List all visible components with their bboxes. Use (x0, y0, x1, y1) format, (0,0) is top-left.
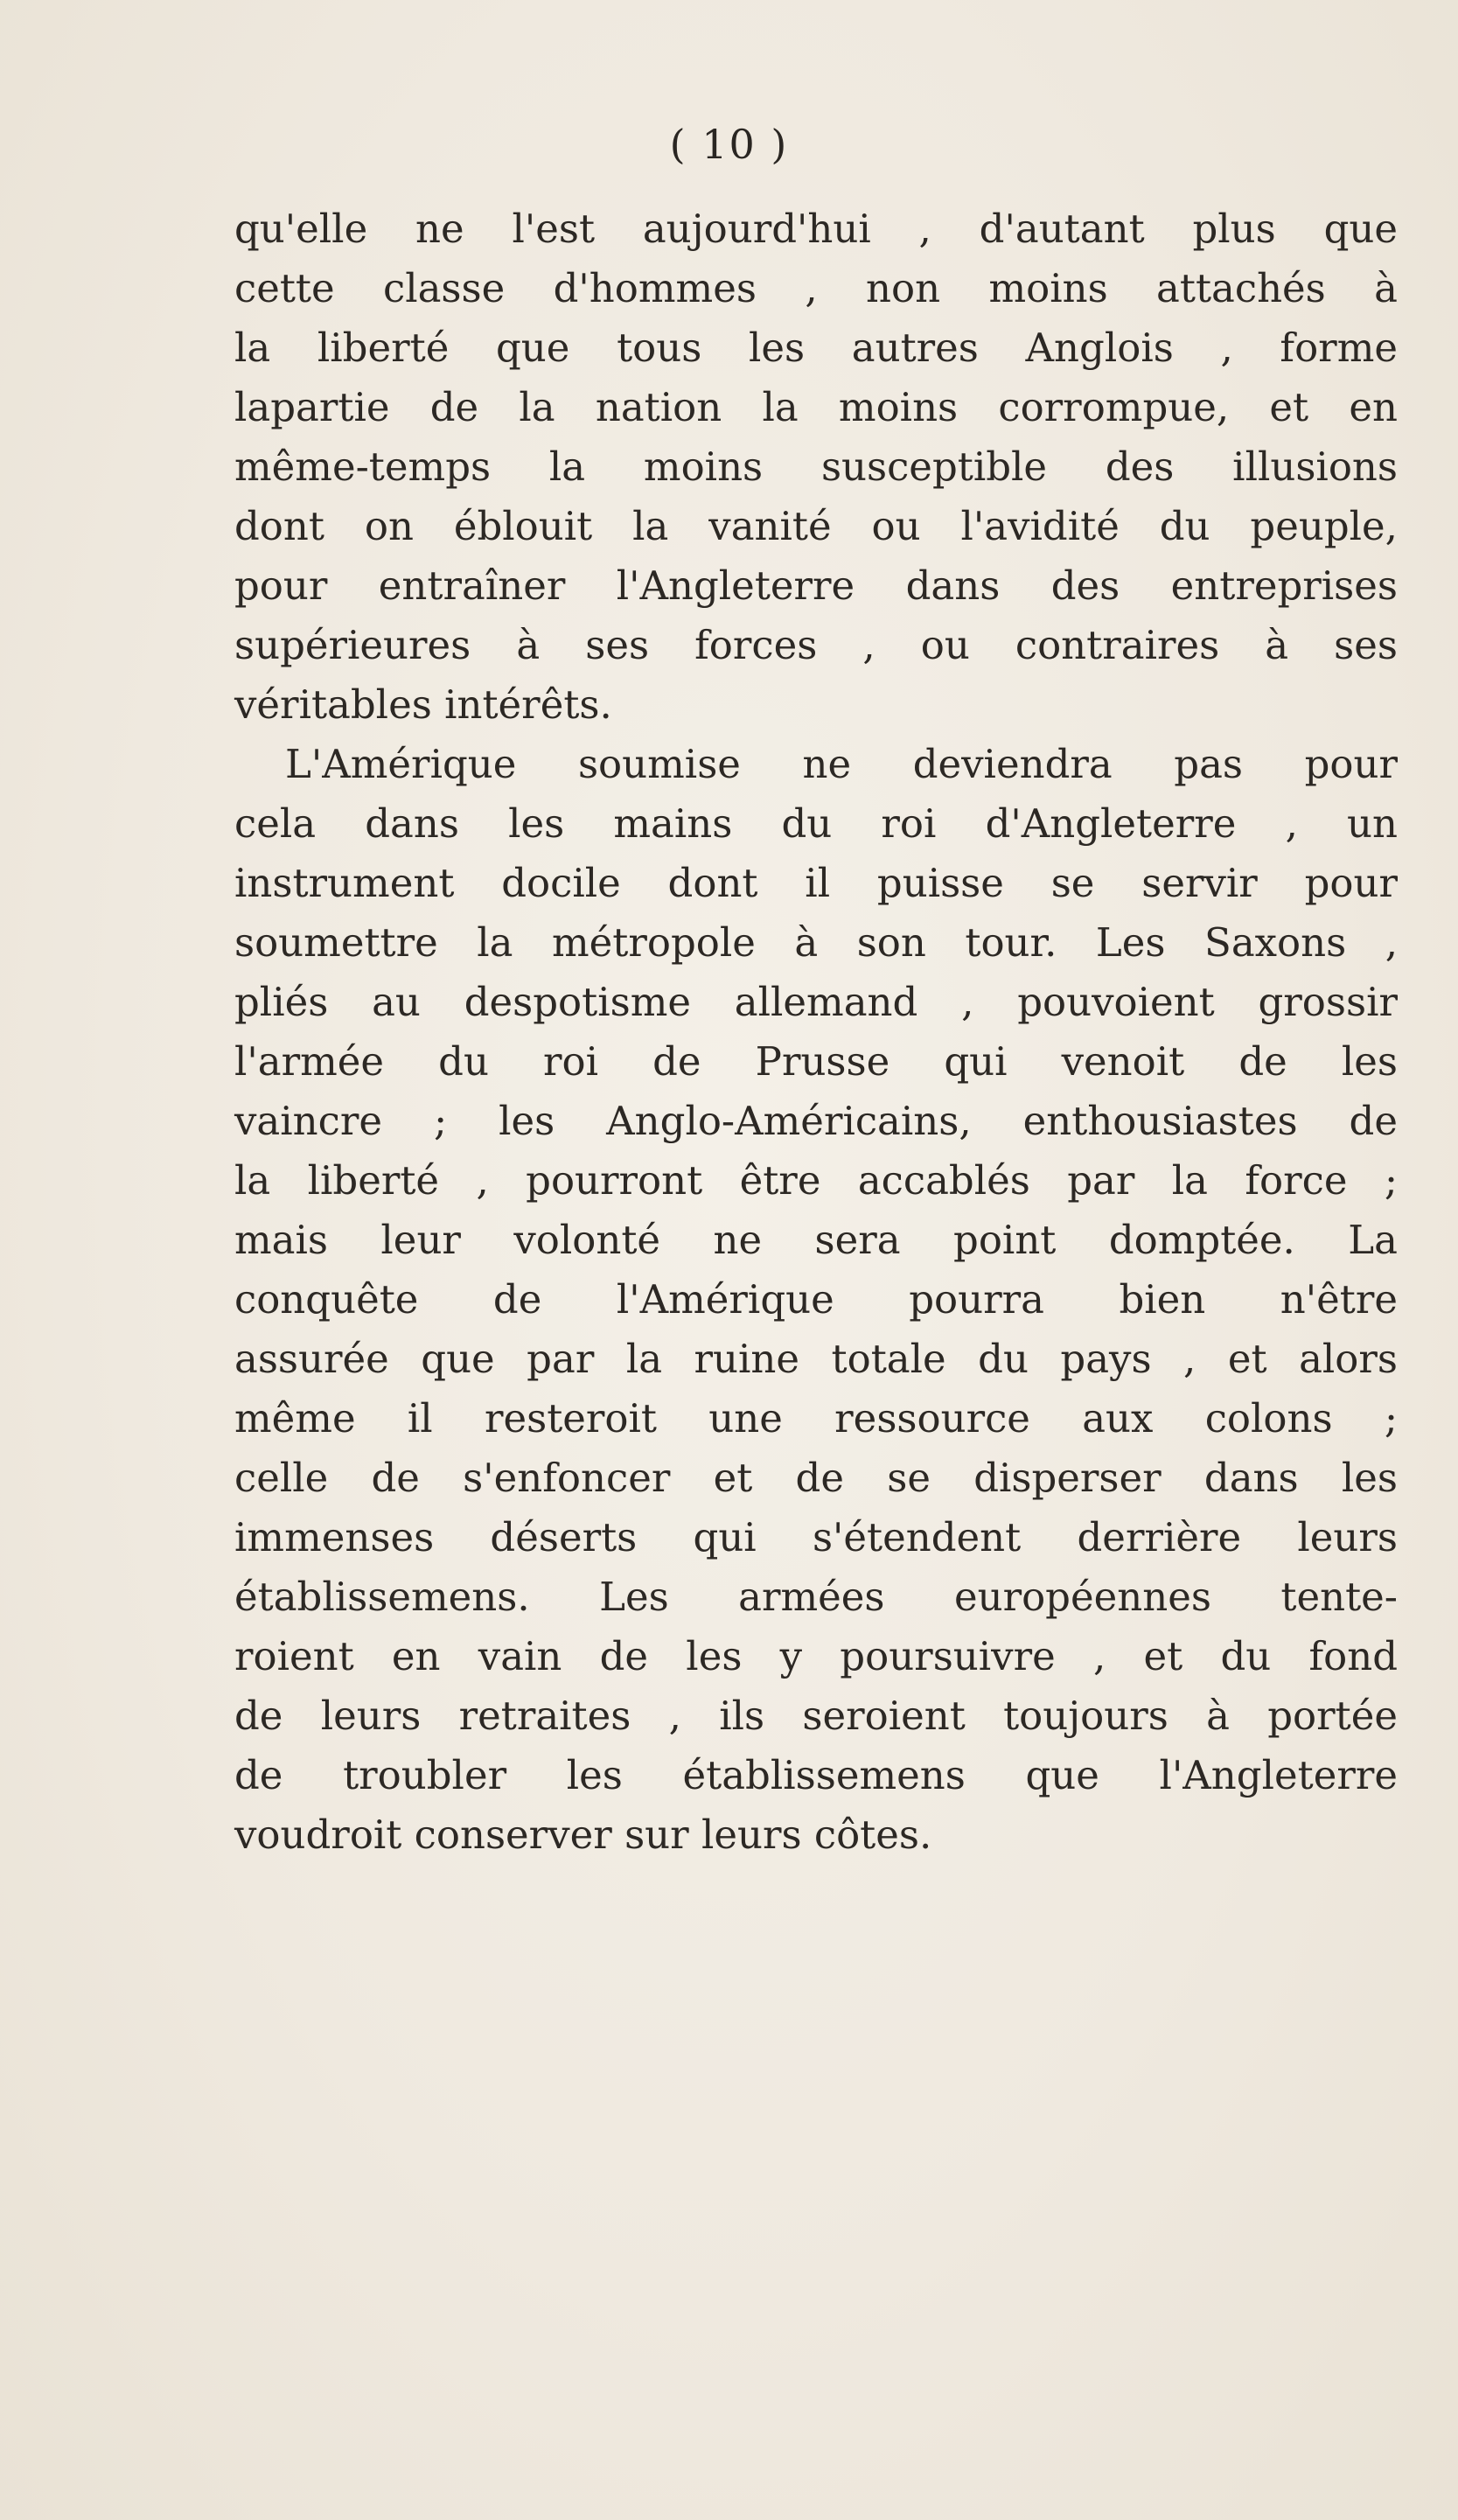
text-line: dont on éblouit la vanité ou l'avidité du peuple, (234, 503, 1398, 549)
text-line: l'armée du roi de Prusse qui venoit de les (234, 1038, 1398, 1085)
text-line: établissemens. Les armées européennes tente- (234, 1574, 1398, 1620)
text-line: de leurs retraites , ils seroient toujours à portée (234, 1693, 1398, 1739)
text-line: de troubler les établissemens que l'Angleterre (234, 1752, 1398, 1798)
text-line: cela dans les mains du roi d'Angleterre , un (234, 800, 1398, 847)
text-line: lapartie de la nation la moins corrompue, et en (234, 384, 1398, 430)
paragraph-end-line: véritables intérêts. (234, 681, 612, 728)
text-line: mais leur volonté ne sera point domptée. La (234, 1217, 1398, 1263)
text-line: immenses déserts qui s'étendent derrière leurs (234, 1514, 1398, 1560)
paragraph-end-line: voudroit conserver sur leurs côtes. (234, 1811, 932, 1858)
page-number: ( 10 ) (669, 121, 789, 168)
text-line: assurée que par la ruine totale du pays , et alors (234, 1336, 1398, 1382)
text-line: même-temps la moins susceptible des illusions (234, 443, 1398, 490)
text-line: la liberté que tous les autres Anglois , forme (234, 325, 1398, 371)
text-line: celle de s'enfoncer et de se disperser dans les (234, 1455, 1398, 1501)
text-line: instrument docile dont il puisse se servir pour (234, 860, 1398, 906)
text-line: roient en vain de les y poursuivre , et du fond (234, 1633, 1398, 1679)
paragraph-start-line: L'Amérique soumise ne deviendra pas pour (285, 741, 1398, 787)
text-line: qu'elle ne l'est aujourd'hui , d'autant plus que (234, 206, 1398, 252)
body-text (234, 199, 1398, 1865)
text-line: supérieures à ses forces , ou contraires à ses (234, 622, 1398, 668)
text-line: même il resteroit une ressource aux colons ; (234, 1395, 1398, 1441)
text-line: cette classe d'hommes , non moins attachés à (234, 265, 1398, 311)
text-line: la liberté , pourront être accablés par la force ; (234, 1157, 1398, 1204)
text-line: pour entraîner l'Angleterre dans des entreprises (234, 562, 1398, 609)
text-line: pliés au despotisme allemand , pouvoient grossir (234, 979, 1398, 1025)
text-line: vaincre ; les Anglo-Américains, enthousiastes de (234, 1098, 1398, 1144)
text-line: conquête de l'Amérique pourra bien n'être (234, 1276, 1398, 1323)
text-line: soumettre la métropole à son tour. Les Saxons , (234, 919, 1398, 966)
